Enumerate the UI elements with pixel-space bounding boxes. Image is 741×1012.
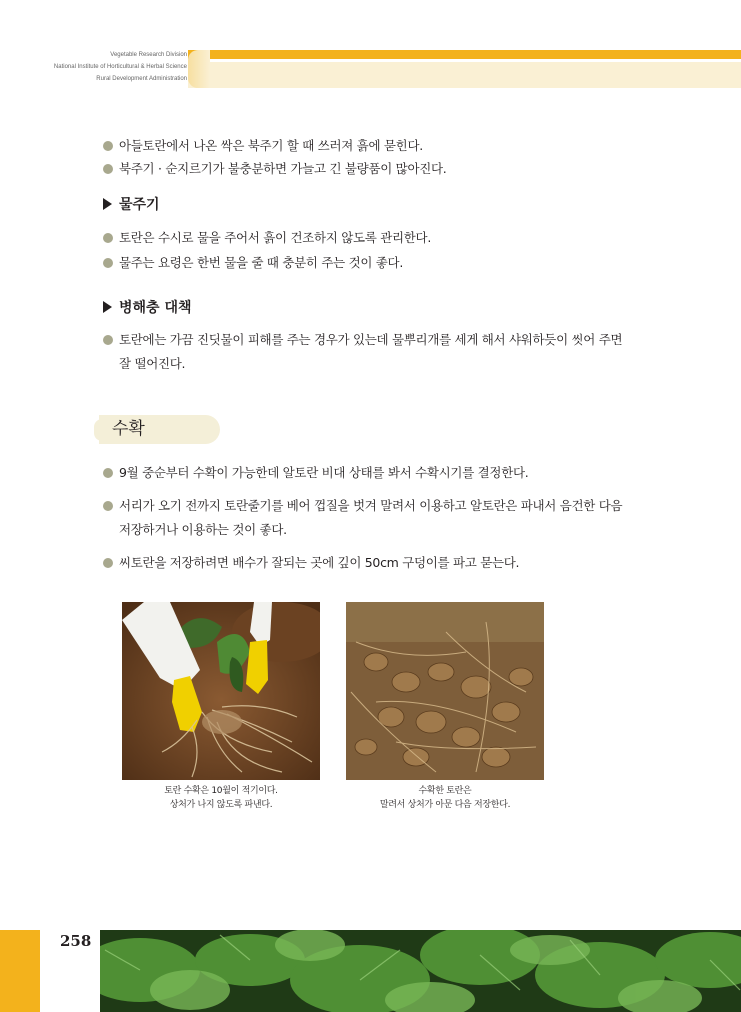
bullet-item bbox=[103, 494, 633, 542]
bullet-dot-icon bbox=[103, 558, 113, 568]
triangle-icon bbox=[103, 301, 112, 313]
page-number-block bbox=[0, 930, 40, 1012]
header-tab-shape bbox=[188, 50, 210, 88]
bullet-item bbox=[103, 157, 633, 181]
bullet-dot-icon bbox=[103, 468, 113, 478]
header-line: Rural Development Administration bbox=[96, 76, 187, 82]
caption-line: 토란 수확은 10월이 적기이다. bbox=[164, 786, 278, 796]
bullet-text: 북주기 · 순지르기가 불충분하면 가늘고 긴 불량품이 많아진다. bbox=[119, 161, 447, 176]
photo-harvested-taro-image bbox=[346, 602, 544, 780]
page-number: 258 bbox=[60, 932, 92, 950]
header-institution bbox=[0, 49, 187, 85]
bullet-text: 토란에는 가끔 진딧물이 피해를 주는 경우가 있는데 물뿌리개를 세게 해서 샤워하듯이 씻어 주면 잘 떨어진다. bbox=[119, 332, 623, 371]
photo-taro-harvest bbox=[122, 602, 320, 780]
bullet-item bbox=[103, 461, 633, 485]
section-title: 병해충 대책 bbox=[119, 300, 192, 316]
header-line: National Institute of Horticultural & Herbal Science bbox=[53, 64, 187, 70]
bullet-dot-icon bbox=[103, 335, 113, 345]
bullet-item bbox=[103, 251, 633, 275]
section-title: 수확 bbox=[112, 419, 145, 439]
bullet-item bbox=[103, 134, 633, 158]
bullet-text: 서리가 오기 전까지 토란줄기를 베어 껍질을 벗겨 말려서 이용하고 알토란은 파내서 음건한 다음 저장하거나 이용하는 것이 좋다. bbox=[119, 498, 623, 537]
section-heading-water bbox=[103, 195, 160, 215]
caption-line: 상처가 나지 않도록 파낸다. bbox=[169, 800, 273, 810]
photo-taro-harvest-image bbox=[122, 602, 320, 780]
header-accent-bar bbox=[188, 50, 741, 59]
bullet-dot-icon bbox=[103, 258, 113, 268]
bullet-dot-icon bbox=[103, 164, 113, 174]
photo-caption bbox=[352, 784, 538, 812]
header-line: Vegetable Research Division bbox=[110, 52, 187, 58]
section-heading-pest bbox=[103, 298, 192, 318]
footer-taro-leaves-image bbox=[100, 930, 741, 1012]
caption-line: 말려서 상처가 아문 다음 저장한다. bbox=[379, 800, 511, 810]
bullet-dot-icon bbox=[103, 501, 113, 511]
header-sub-bar bbox=[188, 62, 741, 88]
bullet-text: 씨토란을 저장하려면 배수가 잘되는 곳에 깊이 50cm 구덩이를 파고 묻는다. bbox=[119, 555, 520, 570]
bullet-item bbox=[103, 328, 633, 376]
bullet-text: 9월 중순부터 수확이 가능한데 알토란 비대 상태를 봐서 수확시기를 결정한다. bbox=[119, 465, 529, 480]
section-title: 물주기 bbox=[119, 197, 160, 213]
photo-caption bbox=[130, 784, 312, 812]
bullet-text: 토란은 수시로 물을 주어서 흙이 건조하지 않도록 관리한다. bbox=[119, 230, 431, 245]
bullet-item bbox=[103, 551, 633, 575]
bullet-item bbox=[103, 226, 633, 250]
section-pill-harvest bbox=[99, 415, 220, 444]
bullet-dot-icon bbox=[103, 141, 113, 151]
caption-line: 수확한 토란은 bbox=[418, 786, 472, 796]
triangle-icon bbox=[103, 198, 112, 210]
bullet-text: 아들토란에서 나온 싹은 북주기 할 때 쓰러져 흙에 묻힌다. bbox=[119, 138, 423, 153]
bullet-dot-icon bbox=[103, 233, 113, 243]
bullet-text: 물주는 요령은 한번 물을 줄 때 충분히 주는 것이 좋다. bbox=[119, 255, 404, 270]
footer-leaves-svg bbox=[100, 930, 741, 1012]
photo-harvested-taro bbox=[346, 602, 544, 780]
